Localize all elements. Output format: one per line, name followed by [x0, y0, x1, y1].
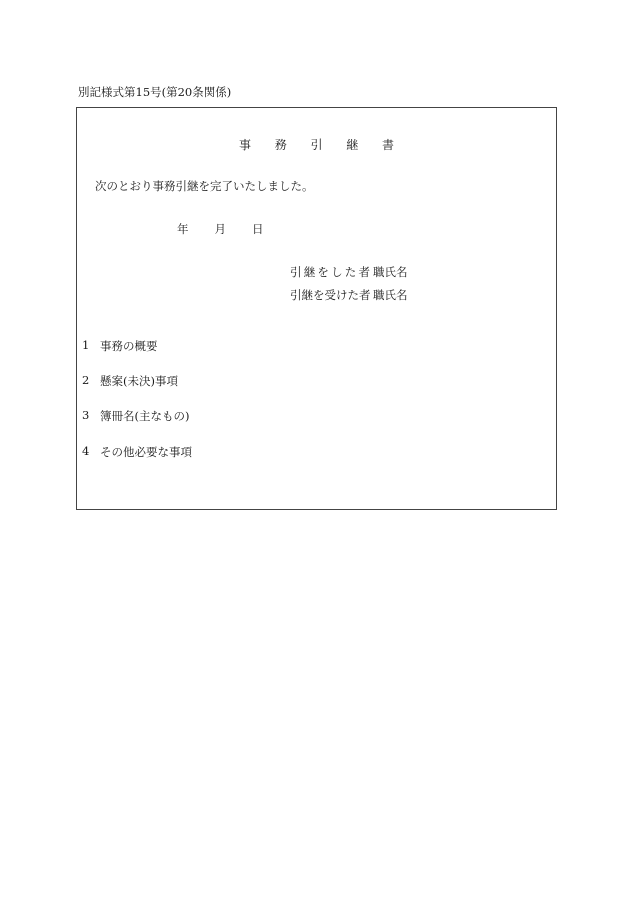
intro-text: 次のとおり事務引継を完了いたしました。	[95, 179, 314, 193]
item-number: 4	[82, 444, 90, 458]
list-item	[82, 408, 189, 424]
list-item	[82, 338, 158, 354]
item-number: 1	[82, 338, 90, 352]
signature-field: 職氏名	[373, 288, 408, 302]
list-item	[82, 444, 192, 460]
signature-row-giver	[290, 264, 408, 280]
date-year: 年	[177, 222, 189, 236]
date-day: 日	[252, 222, 264, 236]
list-item	[82, 373, 178, 389]
item-text: 簿冊名(主なもの)	[100, 409, 190, 423]
date-line	[177, 221, 264, 237]
title-char: 継	[346, 138, 359, 152]
title-char: 務	[274, 138, 287, 152]
signature-row-receiver	[290, 287, 408, 303]
title-char: 書	[381, 138, 394, 152]
item-number: 2	[82, 373, 90, 387]
item-text: 事務の概要	[100, 339, 158, 353]
document-frame	[76, 107, 557, 510]
title-char: 引	[310, 138, 323, 152]
item-number: 3	[82, 408, 90, 422]
item-text: その他必要な事項	[100, 445, 192, 459]
signature-field: 職氏名	[373, 265, 408, 279]
signature-role: 引継をした者	[290, 265, 373, 279]
signature-role: 引継を受けた者	[290, 288, 371, 302]
item-text: 懸案(未決)事項	[100, 374, 178, 388]
title-char: 事	[239, 138, 252, 152]
date-month: 月	[214, 222, 226, 236]
document-title	[239, 136, 394, 153]
form-number-label: 別記様式第15号(第20条関係)	[78, 85, 232, 99]
